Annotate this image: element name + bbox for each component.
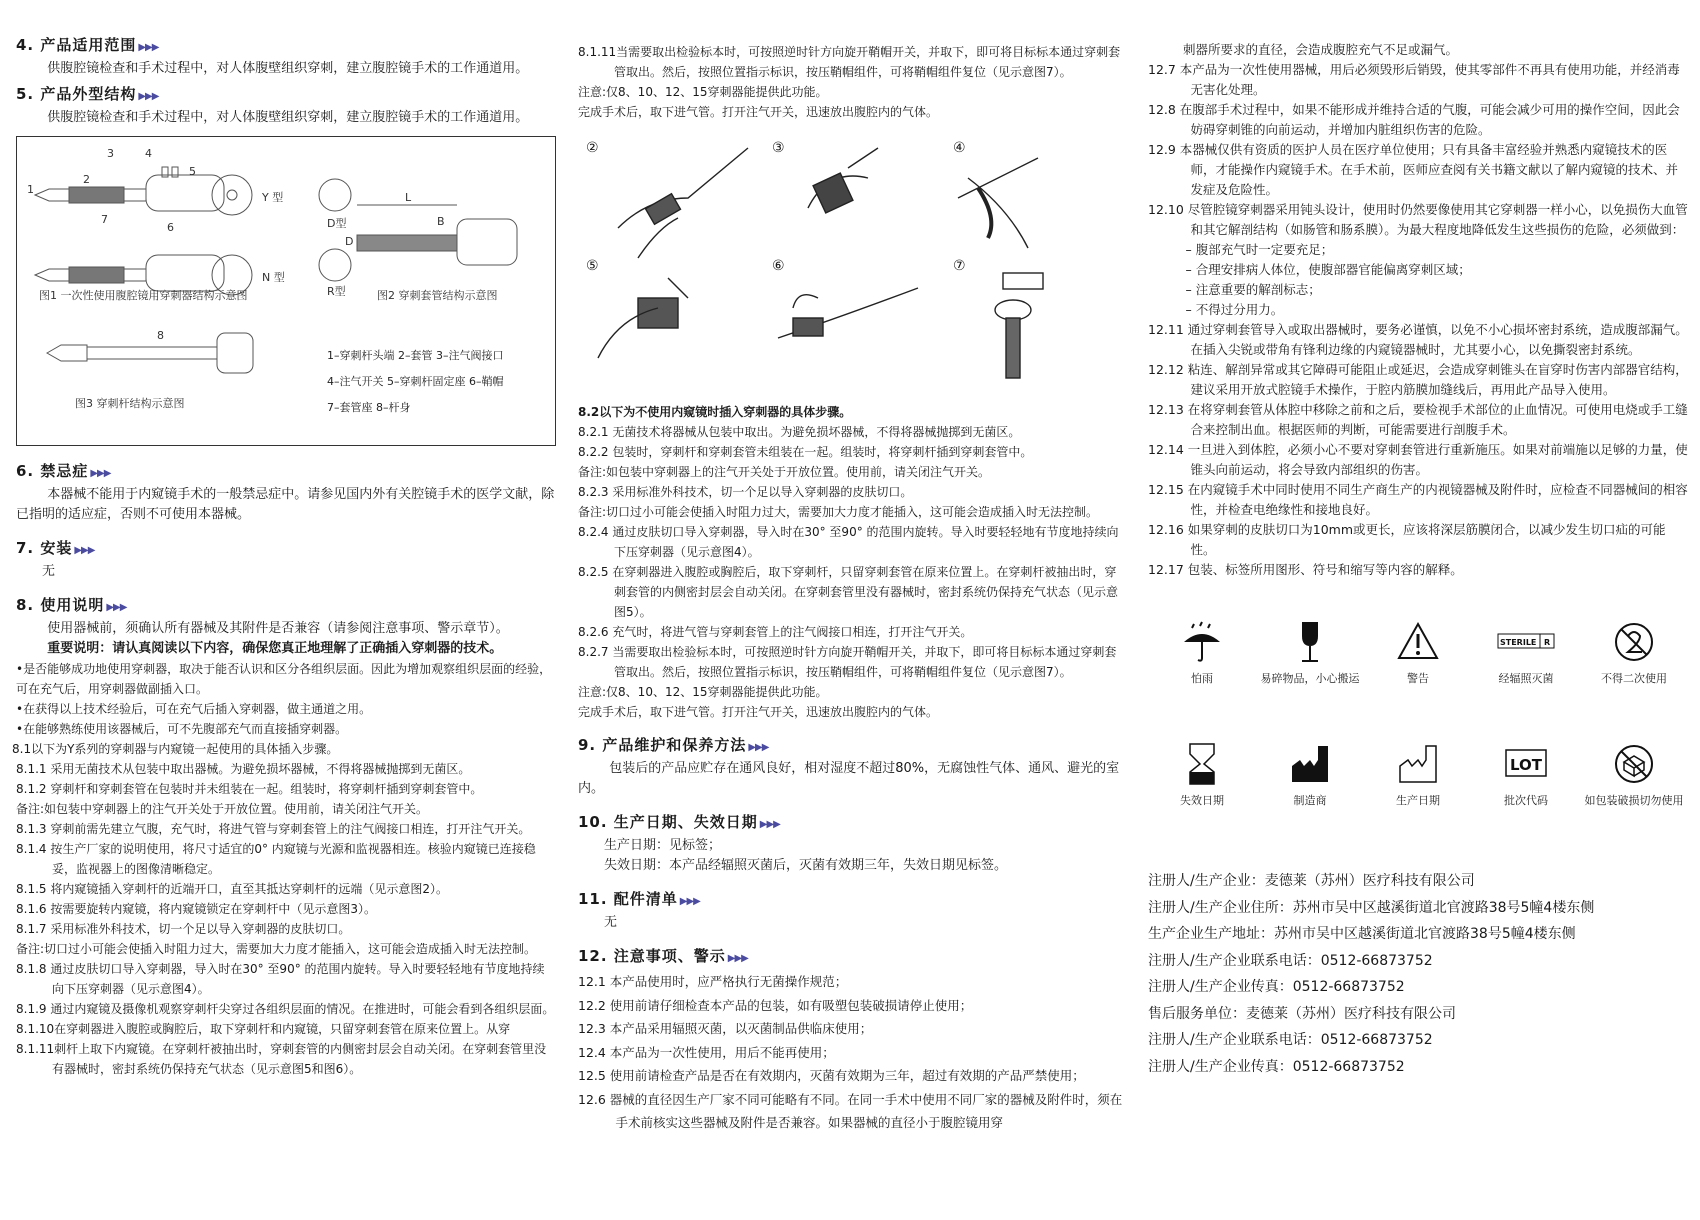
step: 备注:切口过小可能会使插入时阻力过大，需要加大力度才能插入，这可能会造成插入时无法控制。 [578, 505, 1099, 519]
symbol-expiry [1148, 742, 1256, 808]
cannula-drawing [319, 179, 517, 281]
part-number: 5 [189, 165, 196, 178]
warning-item: 12.15 在内窥镜手术中同时使用不同生产商生产的内视镜器械及附件时，应检查不同器械间的相容性，并检查电绝缘性和接地良好。 [1148, 482, 1688, 517]
section-body: 供腹腔镜检查和手术过程中，对人体腹壁组织穿刺，建立腹腔镜手术的工作通道用。 [47, 110, 529, 125]
r-type-label: R型 [327, 285, 346, 298]
contact-line: 注册人/生产企业：麦德莱（苏州）医疗科技有限公司 [1148, 873, 1475, 889]
section-body: 生产日期：见标签； [604, 838, 722, 853]
symbol-no-reuse [1580, 620, 1688, 686]
step: 8.1.7 采用标准外科技术，切一个足以导入穿刺器的皮肤切口。 [16, 922, 351, 936]
subsection-title: 8.2以下为不使用内窥镜时插入穿刺器的具体步骤。 [578, 405, 852, 419]
precaution-dash: – 不得过分用力。 [1185, 302, 1284, 317]
step-6-drawing [778, 288, 918, 338]
parts-legend [327, 343, 504, 421]
section-heading: 12. 注意事项、警示 ▶▶▶ [578, 947, 748, 965]
section-body: 无 [42, 564, 56, 579]
section-body: 无 [604, 915, 618, 930]
symbol-manufacture-date [1364, 742, 1472, 808]
warning-item: 12.13 在将穿刺套管从体腔中移除之前和之后，要检视手术部位的止血情况。可使用电烧或手工缝合来控制出血。根据医师的判断，可能需要进行剖腹手术。 [1148, 402, 1688, 437]
step-5-drawing [598, 278, 688, 358]
symbol-label: 制造商 [1293, 794, 1327, 807]
symbol-label: 警告 [1407, 672, 1429, 685]
symbol-lot [1472, 742, 1580, 808]
step: 8.1.4 按生产厂家的说明使用，将尺寸适宜的0° 内窥镜与光源和监视器相连。核验内窥镜已连接稳妥，监视器上的图像清晰稳定。 [16, 842, 536, 876]
arrow-icon: ▶▶▶ [74, 545, 95, 556]
symbol-label: 批次代码 [1504, 794, 1548, 807]
arrow-icon: ▶▶▶ [759, 819, 780, 830]
trocar-y-drawing [35, 167, 252, 215]
warning-item: 12.8 在腹部手术过程中，如果不能形成并维持合适的气腹，可能会减少可用的操作空间，因此会妨碍穿刺锥的向前运动，并增加内脏组织伤害的危险。 [1148, 102, 1680, 137]
step: 8.2.4 通过皮肤切口导入穿刺器，导入时在30° 至90° 的范围内旋转。导入时要轻轻地有节度地持续向下压穿刺器（见示意图4）。 [578, 525, 1119, 559]
warning-item: 12.4 本产品为一次性使用，用后不能再使用； [578, 1044, 835, 1060]
important-note: 重要说明：请认真阅读以下内容，确保您真正地理解了正确插入穿刺器的技术。 [47, 641, 503, 656]
company-info [1148, 868, 1688, 1080]
warning-item: 12.5 使用前请检查产品是否在有效期内，灭菌有效期为三年，超过有效期的产品严禁使用； [578, 1068, 1085, 1083]
warning-item: 12.12 粘连、解剖异常或其它障碍可能阻止或延迟，会造成穿刺锥头在盲穿时伤害内部器官结构，建议采用开放式腔镜手术操作，于腔内筋膜加缝线后，再用此产品导入使用。 [1148, 362, 1688, 397]
bullet: •在能够熟练使用该器械后，可不先腹部充气而直接插穿刺器。 [16, 722, 348, 736]
step: 备注:如包装中穿刺器上的注气开关处于开放位置。使用前，请关闭注气开关。 [16, 802, 429, 816]
svg-text:STERILE: STERILE [1500, 638, 1537, 647]
legend-line: 4–注气开关 5–穿刺杆固定座 6–鞘帽 [327, 375, 504, 388]
dim-b-label: B [437, 215, 445, 228]
section-body: 使用器械前，须确认所有器械及其附件是否兼容（请参阅注意事项、警示章节）。 [47, 621, 509, 636]
dim-l-label: L [405, 191, 412, 204]
precaution-dash: – 合理安排病人体位，使腹部器官能偏离穿刺区域； [1185, 262, 1471, 277]
obturator-drawing [47, 333, 253, 373]
symbol-label: 如包装破损切勿使用 [1584, 794, 1684, 807]
section-heading: 10. 生产日期、失效日期 ▶▶▶ [578, 813, 780, 831]
step: 8.2.2 包装时，穿刺杆和穿刺套管未组装在一起。组装时，将穿刺杆插到穿刺套管中。 [578, 445, 1033, 459]
umbrella-icon [1180, 620, 1224, 664]
part-number: 2 [83, 173, 90, 186]
damaged-package-icon [1612, 742, 1656, 786]
step-number: ⑦ [953, 258, 966, 274]
symbol-label: 不得二次使用 [1601, 672, 1667, 685]
bullet: •在获得以上技术经验后，可在充气后插入穿刺器，做主通道之用。 [16, 702, 372, 716]
part-number: 4 [145, 147, 152, 160]
step-number: ③ [772, 140, 785, 156]
warning-item: 12.14 一旦进入到体腔，必须小心不要对穿刺套管进行重新施压。如果对前端施以足够的力量，使锥头向前运动，将会导致内部组织的伤害。 [1148, 442, 1688, 477]
arrow-icon: ▶▶▶ [106, 602, 127, 613]
arrow-icon: ▶▶▶ [138, 91, 159, 102]
symbol-label: 生产日期 [1396, 794, 1440, 807]
section-heading: 4. 产品适用范围 ▶▶▶ [16, 36, 159, 54]
contact-line: 注册人/生产企业传真：0512-66873752 [1148, 1058, 1405, 1075]
step-number: ② [586, 140, 599, 156]
part-number: 3 [107, 147, 114, 160]
warning-item: 12.10 尽管腔镜穿刺器采用钝头设计，使用时仍然要像使用其它穿刺器一样小心，以免损伤大血管和其它解剖结构（如肠管和肠系膜）。为最大程度地降低发生这些损伤的危险，必须做到： [1148, 202, 1688, 237]
fragile-glass-icon [1288, 620, 1332, 664]
n-type-label: N 型 [262, 271, 285, 284]
factory-filled-icon [1288, 742, 1332, 786]
precaution-dash: – 腹部充气时一定要充足； [1185, 242, 1334, 257]
dim-d-label: D [345, 235, 354, 248]
symbol-warning [1364, 620, 1472, 686]
step-number: ⑤ [586, 258, 599, 274]
warning-item: 12.6 器械的直径因生产厂家不同可能略有不同。在同一手术中使用不同厂家的器械及附件时，须在手术前核实这些器械及附件是否兼容。如果器械的直径小于腹腔镜用穿 [578, 1091, 1123, 1130]
step-number: ④ [953, 140, 966, 156]
d-type-label: D型 [327, 217, 347, 230]
hourglass-icon [1180, 742, 1224, 786]
part-number: 7 [101, 213, 108, 226]
column-right [1148, 40, 1688, 1080]
symbol-label: 怕雨 [1191, 672, 1213, 685]
factory-outline-icon [1396, 742, 1440, 786]
contact-line: 售后服务单位：麦德莱（苏州）医疗科技有限公司 [1148, 1005, 1456, 1022]
fig3-caption: 图3 穿刺杆结构示意图 [75, 397, 185, 410]
step: 8.1.11刺杆上取下内窥镜。在穿刺杆被抽出时，穿刺套管的内侧密封层会自动关闭。在穿刺套管里没有器械时，密封系统仍保持充气状态（见示意图5和图6）。 [16, 1042, 547, 1076]
section-body: 本器械不能用于内窥镜手术的一般禁忌症中。请参见国内外有关腔镜手术的医学文献，除已指明的适应症，否则不可使用本器械。 [16, 487, 555, 522]
symbol-label: 失效日期 [1180, 794, 1224, 807]
fig2-caption: 图2 穿刺套管结构示意图 [377, 289, 498, 302]
warning-icon [1396, 620, 1440, 664]
symbol-manufacturer [1256, 742, 1364, 808]
warning-item: 12.11 通过穿刺套管导入或取出器械时，要务必谨慎，以免不小心损坏密封系统，造成腹部漏气。在插入尖锐或带角有锋利边缘的内窥镜器械时，尤其要小心，以免撕裂密封系统。 [1148, 322, 1688, 357]
svg-text:LOT: LOT [1510, 756, 1543, 774]
step: 8.1.2 穿刺杆和穿刺套管在包装时并未组装在一起。组装时，将穿刺杆插到穿刺套管中。 [16, 782, 483, 796]
section-heading: 5. 产品外型结构 ▶▶▶ [16, 85, 159, 103]
section-heading: 9. 产品维护和保养方法 ▶▶▶ [578, 736, 769, 754]
step-2-drawing [618, 148, 748, 258]
section-body: 包装后的产品应贮存在通风良好，相对湿度不超过80%，无腐蚀性气体、通风、避光的室内。 [578, 761, 1120, 796]
contact-line: 注册人/生产企业联系电话：0512-66873752 [1148, 1032, 1433, 1048]
contact-line: 生产企业生产地址：苏州市吴中区越溪街道北官渡路38号5幢4楼东侧 [1148, 926, 1576, 942]
legend-line: 7–套管座 8–杆身 [327, 401, 411, 414]
step-4-drawing [958, 158, 1038, 248]
contact-line: 注册人/生产企业传真：0512-66873752 [1148, 979, 1405, 995]
warning-continuation: 刺器所要求的直径，会造成腹腔充气不足或漏气。 [1183, 42, 1459, 57]
step: 8.1.3 穿刺前需先建立气腹，充气时，将进气管与穿刺套管上的注气阀接口相连，打开注气开关。 [16, 822, 531, 836]
step-7-drawing [995, 273, 1043, 378]
lot-icon [1504, 742, 1548, 786]
step: 8.2.6 充气时，将进气管与穿刺套管上的注气阀接口相连，打开注气开关。 [578, 625, 973, 639]
arrow-icon: ▶▶▶ [138, 42, 159, 53]
contact-line: 注册人/生产企业联系电话：0512-66873752 [1148, 952, 1433, 969]
symbol-keep-dry [1148, 620, 1256, 686]
part-number: 8 [157, 329, 164, 342]
hands-drawing [578, 138, 1123, 388]
step: 8.1.8 通过皮肤切口导入穿刺器，导入时在30° 至90° 的范围内旋转。导入时要轻轻地有节度地持续向下压穿刺器（见示意图4）。 [16, 962, 545, 996]
step: 8.1.1 采用无菌技术从包装中取出器械。为避免损坏器械，不得将器械抛掷到无菌区。 [16, 762, 471, 776]
warning-item: 12.2 使用前请仔细检查本产品的包装，如有吸塑包装破损请停止使用； [578, 997, 973, 1013]
svg-text:R: R [1544, 638, 1551, 647]
subsection-title: 8.1以下为Y系列的穿刺器与内窥镜一起使用的具体插入步骤。 [12, 742, 339, 756]
structure-figure [16, 136, 556, 446]
step: 8.2.1 无菌技术将器械从包装中取出。为避免损坏器械，不得将器械抛掷到无菌区。 [578, 425, 1021, 439]
step: 8.2.3 采用标准外科技术，切一个足以导入穿刺器的皮肤切口。 [578, 485, 913, 499]
warning-item: 12.9 本器械仅供有资质的医护人员在医疗单位使用；只有具备丰富经验并熟悉内窥镜技术的医师，才能操作内窥镜手术。在手术前，医师应查阅有关书籍文献以了解内窥镜的技术、并发症及危险性。 [1148, 142, 1679, 197]
step: 8.1.6 按需要旋转内窥镜，将内窥镜锁定在穿刺杆中（见示意图3）。 [16, 902, 376, 916]
section-body: 失效日期：本产品经辐照灭菌后，灭菌有效期三年，失效日期见标签。 [604, 858, 1008, 873]
step: 备注:切口过小可能会使插入时阻力过大，需要加大力度才能插入，这可能会造成插入时无法控制。 [16, 942, 537, 956]
step: 8.2.5 在穿刺器进入腹腔或胸腔后，取下穿刺杆，只留穿刺套管在原来位置上。在穿刺杆被抽出时，穿刺套管的内侧密封层会自动关闭。在穿刺套管里没有器械时，密封系统仍保持充气状态（见示意图5）。 [578, 565, 1119, 619]
symbol-label: 易碎物品，小心搬运 [1260, 672, 1360, 685]
part-number: 6 [167, 221, 174, 234]
symbol-damaged-package [1580, 742, 1688, 808]
section-heading: 8. 使用说明 ▶▶▶ [16, 596, 127, 614]
y-type-label: Y 型 [262, 191, 284, 204]
arrow-icon: ▶▶▶ [748, 742, 769, 753]
step-number: ⑥ [772, 258, 785, 274]
sterile-r-icon [1496, 620, 1556, 664]
arrow-icon: ▶▶▶ [679, 896, 700, 907]
symbol-fragile [1256, 620, 1364, 686]
part-number: 1 [27, 183, 34, 196]
fig1-caption: 图1 一次性使用腹腔镜用穿刺器结构示意图 [39, 289, 248, 302]
note: 完成手术后，取下进气管。打开注气开关，迅速放出腹腔内的气体。 [578, 105, 939, 119]
do-not-reuse-icon [1612, 620, 1656, 664]
insertion-illustrations [578, 138, 1123, 388]
contact-line: 注册人/生产企业住所：苏州市吴中区越溪街道北官渡路38号5幢4楼东侧 [1148, 899, 1595, 916]
step: 8.1.10在穿刺器进入腹腔或胸腔后，取下穿刺杆和内窥镜，只留穿刺套管在原来位置上。从穿 [16, 1022, 511, 1036]
arrow-icon: ▶▶▶ [90, 468, 111, 479]
step: 8.1.5 将内窥镜插入穿刺杆的近端开口，直至其抵达穿刺杆的远端（见示意图2）。 [16, 882, 448, 896]
symbol-label: 经辐照灭菌 [1498, 672, 1554, 685]
bullet: •是否能够成功地使用穿刺器，取决于能否认识和区分各组织层面。因此为增加观察组织层面的经验，可在充气后，用穿刺器做副插入口。 [16, 662, 552, 696]
warning-item: 12.3 本产品采用辐照灭菌，以灭菌制品供临床使用； [578, 1021, 873, 1036]
note: 注意:仅8、10、12、15穿刺器能提供此功能。 [578, 685, 828, 699]
section-heading: 11. 配件清单 ▶▶▶ [578, 890, 700, 908]
symbol-sterile-r [1472, 620, 1580, 686]
note: 完成手术后，取下进气管。打开注气开关，迅速放出腹腔内的气体。 [578, 705, 939, 719]
warning-item: 12.7 本产品为一次性使用器械，用后必须毁形后销毁，使其零部件不再具有使用功能，并经消毒无害化处理。 [1148, 62, 1680, 97]
step: 8.2.7 当需要取出检验标本时，可按照逆时针方向旋开鞘帽开关，并取下，即可将目标标本通过穿刺套管取出。然后，按照位置指示标识，按压鞘帽组件，可将鞘帽组件复位（见示意图7）。 [578, 645, 1117, 679]
legend-line: 1–穿刺杆头端 2–套管 3–注气阀接口 [327, 349, 504, 362]
step: 8.1.11当需要取出检验标本时，可按照逆时针方向旋开鞘帽开关，并取下，即可将目标标本通过穿刺套管取出。然后，按照位置指示标识，按压鞘帽组件，可将鞘帽组件复位（见示意图7）。 [578, 45, 1121, 79]
note: 注意:仅8、10、12、15穿刺器能提供此功能。 [578, 85, 828, 99]
warning-item: 12.1 本产品使用时，应严格执行无菌操作规范； [578, 974, 848, 989]
symbol-legend [1148, 620, 1688, 808]
section-heading: 6. 禁忌症 ▶▶▶ [16, 462, 111, 480]
warning-item: 12.17 包装、标签所用图形、符号和缩写等内容的解释。 [1148, 562, 1463, 577]
step: 备注:如包装中穿刺器上的注气开关处于开放位置。使用前，请关闭注气开关。 [578, 465, 991, 479]
section-body: 供腹腔镜检查和手术过程中，对人体腹壁组织穿刺，建立腹腔镜手术的工作通道用。 [47, 61, 529, 76]
warning-item: 12.16 如果穿刺的皮肤切口为10mm或更长，应该将深层筋膜闭合，以减少发生切口疝的可能性。 [1148, 522, 1666, 557]
step-3-drawing [808, 148, 878, 213]
precaution-dash: – 注意重要的解剖标志； [1185, 282, 1321, 297]
column-middle [578, 42, 1123, 1135]
arrow-icon: ▶▶▶ [727, 953, 748, 964]
step: 8.1.9 通过内窥镜及摄像机观察穿刺杆尖穿过各组织层面的情况。在推进时，可能会看到各组织层面。 [16, 1002, 555, 1016]
column-left [12, 30, 556, 1079]
section-heading: 7. 安装 ▶▶▶ [16, 539, 95, 557]
